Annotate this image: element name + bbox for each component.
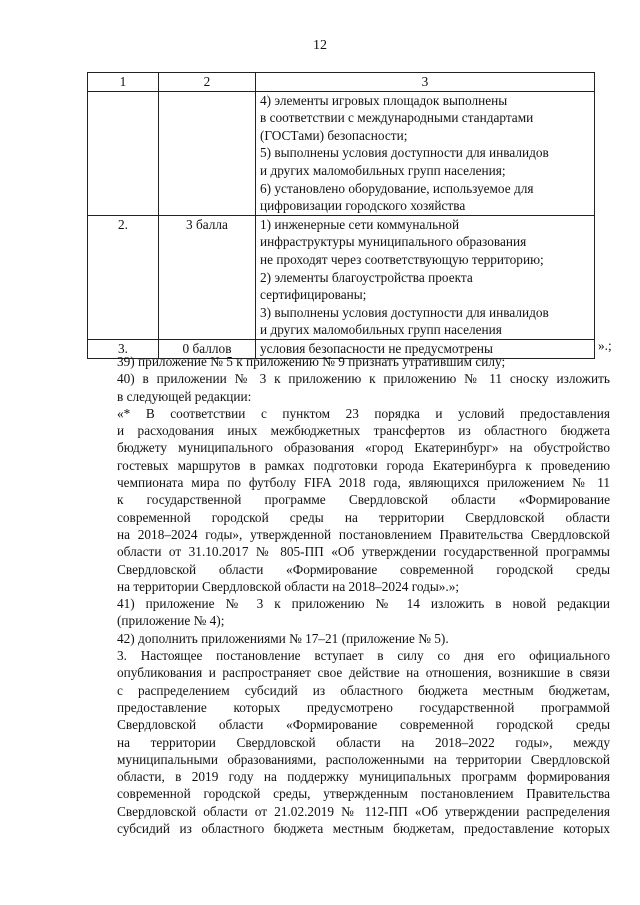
header-col-2: 2 (159, 73, 256, 92)
condition-line: инфраструктуры муниципального образования (260, 234, 527, 250)
paragraph (87, 595, 610, 630)
paragraph-line: 39) приложение № 5 к приложению № 9 признать утратившим силу; (117, 354, 506, 369)
paragraph-line: современной городской среды, утвержденным постановлением Правительства (117, 786, 610, 802)
paragraph-line: на 2018–2024 годы», утвержденной постановлением Правительства Свердловской (117, 526, 610, 542)
condition-line: 1) инженерные сети коммунальной (260, 216, 460, 232)
condition-line: и других маломобильных групп населения (260, 322, 502, 338)
condition-line: в соответствии с международными стандартами (260, 110, 534, 126)
table-header-row (88, 73, 595, 92)
paragraph (87, 405, 610, 595)
paragraph-line: гостевых маршрутов в рамках подготовки города Екатеринбурга к проведению (117, 457, 610, 473)
paragraph-line: субсидий из областного бюджета местным бюджетам, предоставление которых (117, 821, 610, 837)
row-score: 3 балла (159, 215, 256, 339)
row-number: 2. (88, 215, 159, 339)
header-col-1: 1 (88, 73, 159, 92)
paragraph (87, 370, 610, 405)
paragraph-line: к государственной программе Свердловской области «Формирование (117, 492, 610, 508)
criteria-table (87, 72, 595, 359)
paragraph-line: 42) дополнить приложениями № 17–21 (приложение № 5). (117, 630, 449, 646)
paragraph-line: бюджету муниципального образования «город Екатеринбург» на обустройство (117, 440, 610, 456)
row-number: 3. (88, 339, 159, 358)
paragraph-line: и расходования иных межбюджетных трансфертов из областного бюджета (117, 423, 610, 439)
condition-line: 6) установлено оборудование, используемое для (260, 180, 534, 196)
paragraph-line: Свердловской области «Формирование современной городской среды (117, 561, 610, 577)
paragraph-line: опубликования и распространяет свое действие на отношения, возникшие в связи (117, 665, 610, 681)
condition-line: не проходят через соответствующую территорию; (260, 251, 544, 267)
paragraph-line: области от 31.10.2017 № 805-ПП «Об утверждении государственной программы (117, 544, 610, 560)
table-row (88, 91, 595, 215)
condition-line: 5) выполнены условия доступности для инвалидов (260, 145, 549, 161)
paragraph-line: Свердловской области «Формирование современной городской среды (117, 717, 610, 733)
paragraph-line: в следующей редакции: (117, 388, 252, 404)
row-conditions (256, 215, 595, 339)
paragraph-line: области, в 2019 году на поддержку муниципальных программ формирования (117, 769, 610, 785)
row-score (159, 91, 256, 215)
page-number: 12 (313, 38, 327, 53)
row-score: 0 баллов (159, 339, 256, 358)
paragraph-line: на территории Свердловской области на 2018–2024 годы».»; (117, 578, 460, 594)
condition-line: 4) элементы игровых площадок выполнены (260, 92, 508, 108)
paragraph-line: современной городской среды на территории Свердловской области (117, 509, 610, 525)
paragraph-line: 3. Настоящее постановление вступает в силу со дня его официального (117, 648, 610, 664)
document-body (87, 353, 610, 837)
condition-line: 2) элементы благоустройства проекта (260, 269, 473, 285)
paragraph-line: «* В соответствии с пунктом 23 порядка и условий предоставления (117, 405, 610, 421)
paragraph (87, 353, 610, 370)
condition-line: и других маломобильных групп населения; (260, 162, 506, 178)
row-conditions (256, 91, 595, 215)
condition-line: 3) выполнены условия доступности для инвалидов (260, 304, 549, 320)
paragraph-line: предоставление которых предусмотрено государственной программой (117, 699, 610, 715)
paragraph-line: 40) в приложении № 3 к приложению к приложению № 11 сноску изложить (117, 371, 610, 387)
paragraph-line: на территории Свердловской области на 2018–2022 годы», между (117, 734, 610, 750)
paragraph-line: с распределением субсидий из областного бюджета местным бюджетам, (117, 682, 610, 698)
paragraph-line: Свердловской области от 21.02.2019 № 112-ПП «Об утверждении распределения (117, 803, 610, 819)
condition-line: сертифицированы; (260, 287, 367, 303)
row-number (88, 91, 159, 215)
paragraph-line: 41) приложение № 3 к приложению № 14 изложить в новой редакции (117, 596, 610, 612)
table-closing-mark: ».; (598, 338, 612, 353)
paragraph (87, 630, 610, 647)
paragraph-line: (приложение № 4); (117, 613, 225, 629)
paragraph (87, 647, 610, 837)
condition-line: цифровизации городского хозяйства (260, 198, 466, 214)
paragraph-line: чемпионата мира по футболу FIFA 2018 года, являющихся приложением № 11 (117, 475, 610, 491)
header-col-3: 3 (256, 73, 595, 92)
condition-line: условия безопасности не предусмотрены (260, 340, 493, 356)
paragraph-line: муниципальными образованиями, расположенными на территории Свердловской (117, 751, 610, 767)
table-row (88, 215, 595, 339)
condition-line: (ГОСТами) безопасности; (260, 127, 408, 143)
